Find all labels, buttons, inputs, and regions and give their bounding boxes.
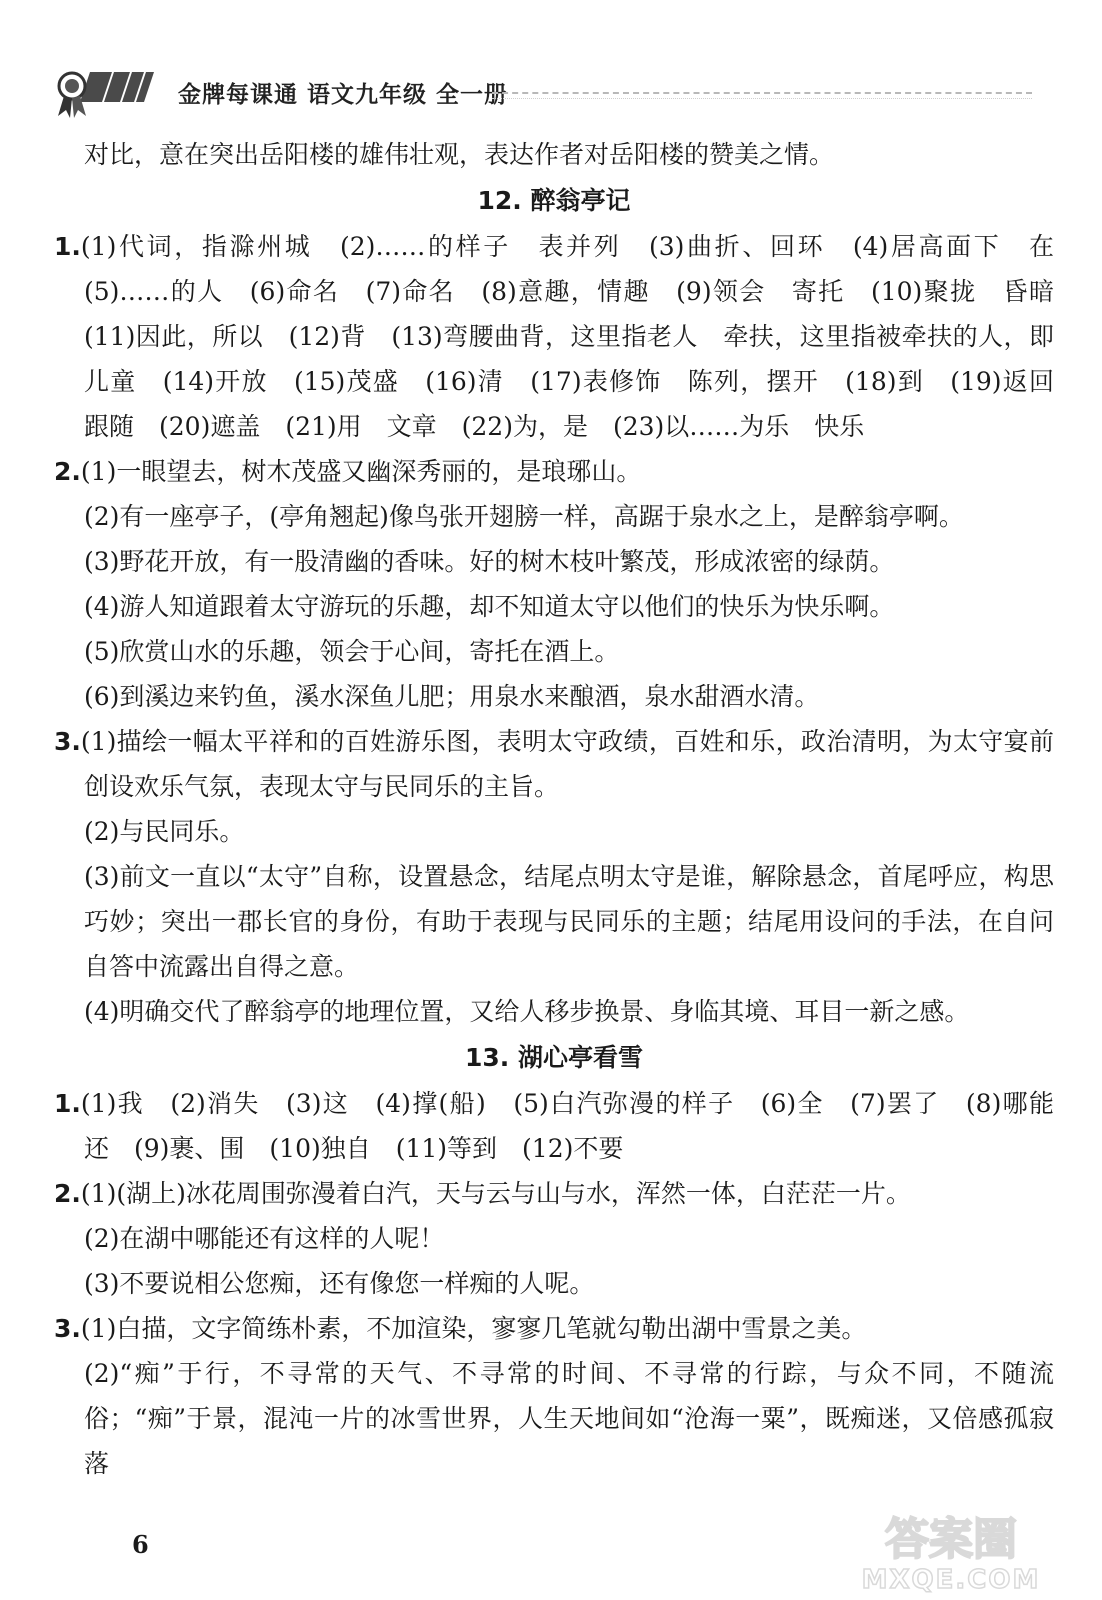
section-title-12: 12. 醉翁亭记 <box>477 186 631 215</box>
q12-3-answer-4: (4)明确交代了醉翁亭的地理位置，又给人移步换景、身临其境、耳目一新之感。 <box>84 997 970 1026</box>
q12-3-answer-3: (3)前文一直以“太守”自称，设置悬念，结尾点明太守是谁，解除悬念，首尾呼应，构思巧妙；突出一郡长官的身份，有助于表现与民同乐的主题；结尾用设问的手法，在自问自答中流露出自得之意。 <box>84 862 1054 981</box>
q12-3-answer-1: (1)描绘一幅太平祥和的百姓游乐图，表明太守政绩，百姓和乐，政治清明，为太守宴前创设欢乐气氛，表现太守与民同乐的主旨。 <box>80 727 1054 801</box>
medal-logo-icon <box>50 64 168 122</box>
q12-2 <box>54 449 1054 494</box>
q13-2-answer-2: (2)在湖中哪能还有这样的人呢！ <box>84 1224 445 1253</box>
q13-2-number: 2. <box>54 1179 81 1208</box>
q12-2-number: 2. <box>54 457 81 486</box>
q12-1-number: 1. <box>54 232 81 261</box>
book-title: 金牌每课通 语文九年级 全一册 <box>178 82 509 108</box>
page-header <box>0 62 1102 122</box>
q12-2-answer-3: (3)野花开放，有一股清幽的香味。好的树木枝叶繁茂，形成浓密的绿荫。 <box>84 547 895 576</box>
q13-3-answer-1: (1)白描，文字简练朴素，不加渲染，寥寥几笔就勾勒出湖中雪景之美。 <box>80 1314 867 1343</box>
q12-3-number: 3. <box>54 727 81 756</box>
q12-3-answer-2: (2)与民同乐。 <box>84 817 245 846</box>
q12-3 <box>54 719 1054 809</box>
watermark-url-text: MXQE.COM <box>861 1565 1041 1594</box>
q12-2-answer-5: (5)欣赏山水的乐趣，领会于心间，寄托在酒上。 <box>84 637 620 666</box>
watermark-logo <box>826 1508 1076 1594</box>
watermark-main-text: 答案圈 <box>885 1514 1017 1565</box>
section-title-13: 13. 湖心亭看雪 <box>465 1043 643 1072</box>
q13-2 <box>54 1171 1054 1216</box>
q13-1-number: 1. <box>54 1089 81 1118</box>
q13-3-number: 3. <box>54 1314 81 1343</box>
q13-2-answer-3: (3)不要说相公您痴，还有像您一样痴的人呢。 <box>84 1269 595 1298</box>
q12-2-answer-2: (2)有一座亭子，(亭角翘起)像鸟张开翅膀一样，高踞于泉水之上，是醉翁亭啊。 <box>84 502 964 531</box>
q13-2-answer-1: (1)(湖上)冰花周围弥漫着白汽，天与云与山与水，浑然一体，白茫茫一片。 <box>80 1179 911 1208</box>
header-divider <box>492 92 1032 99</box>
q12-2-answer-1: (1)一眼望去，树木茂盛又幽深秀丽的，是琅琊山。 <box>80 457 642 486</box>
continued-text: 对比，意在突出岳阳楼的雄伟壮观，表达作者对岳阳楼的赞美之情。 <box>84 140 835 169</box>
q12-1 <box>54 224 1080 449</box>
page-number: 6 <box>132 1530 149 1559</box>
answer-content <box>54 132 1080 1486</box>
q13-1-text: (1)我 (2)消失 (3)这 (4)撑(船) (5)白汽弥漫的样子 (6)全 (7)罢了 (8)哪能 还 (9)裹、围 (10)独自 (11)等到 (12)不要 <box>80 1089 1080 1163</box>
q12-1-text: (1)代词，指滁州城 (2)……的样子 表并列 (3)曲折、回环 (4)居高面下 在 (5)……的人 (6)命名 (7)命名 (8)意趣，情趣 (9)领会 寄托 (10)聚拢 昏暗 (11)因此，所以 (12)背 (13)弯腰曲背，这里指老人 牵扶，这里指被牵扶的人，即儿童 (14)开放 (15)茂盛 (16)清 (17)表修饰 陈列，摆开 (18)到 (19)返回 跟随 (20)遮盖 (21)用 文章 (22)为，是 (23)以……为乐 快乐 <box>80 232 1080 441</box>
q12-2-answer-4: (4)游人知道跟着太守游玩的乐趣，却不知道太守以他们的快乐为快乐啊。 <box>84 592 895 621</box>
q12-2-answer-6: (6)到溪边来钓鱼，溪水深鱼儿肥；用泉水来酿酒，泉水甜酒水清。 <box>84 682 820 711</box>
q13-3-answer-2: (2)“痴”于行，不寻常的天气、不寻常的时间、不寻常的行踪，与众不同，不随流俗；“痴”于景，混沌一片的冰雪世界，人生天地间如“沧海一粟”，既痴迷，又倍感孤寂落 <box>84 1359 1054 1478</box>
q13-1 <box>54 1081 1080 1171</box>
q13-3 <box>54 1306 1054 1351</box>
